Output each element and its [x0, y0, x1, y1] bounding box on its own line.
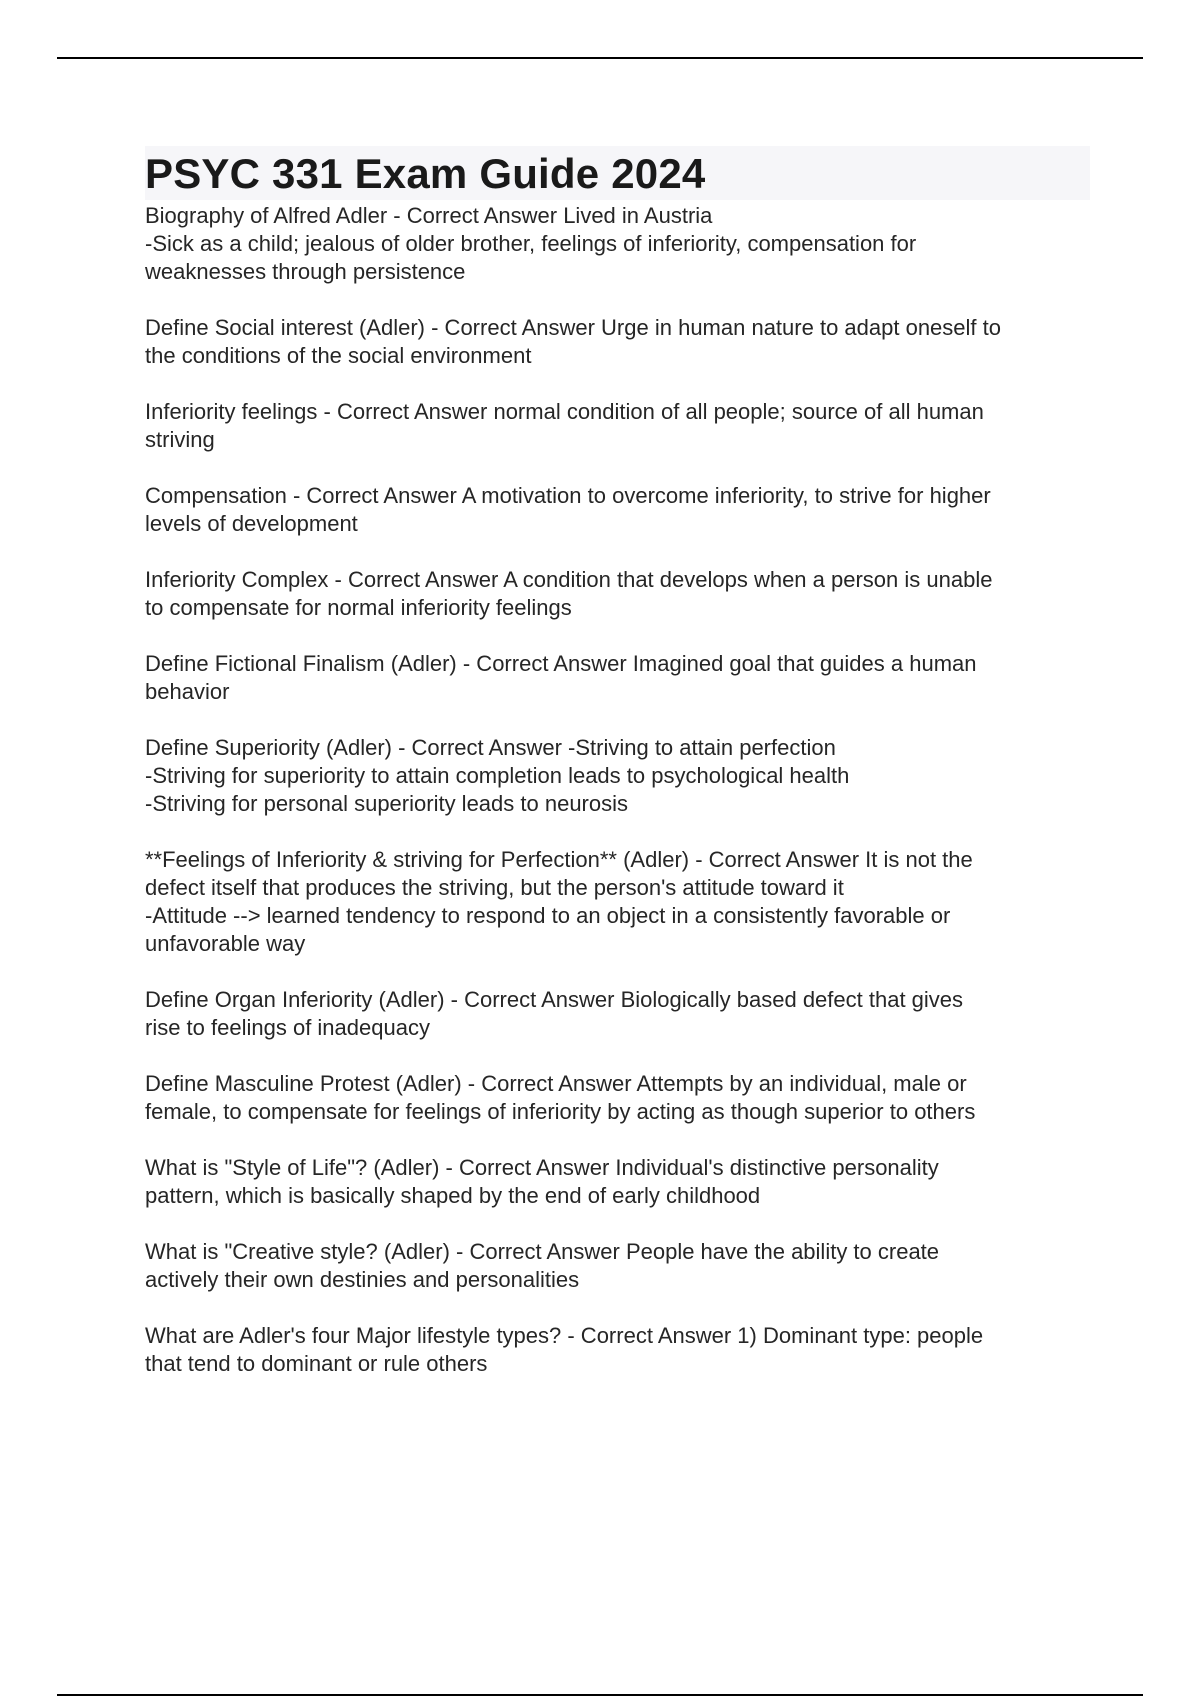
document-title: PSYC 331 Exam Guide 2024: [145, 146, 1090, 200]
qa-entry-line: Define Organ Inferiority (Adler) - Correct Answer Biologically based defect that gives: [145, 987, 964, 1012]
header-rule: [57, 57, 1143, 59]
qa-entry: [145, 314, 1090, 370]
qa-entry-line: **Feelings of Inferiority & striving for Perfection** (Adler) - Correct Answer It is not the: [145, 847, 973, 872]
qa-entry-line: rise to feelings of inadequacy: [145, 1015, 430, 1040]
qa-entry-line: striving: [145, 427, 215, 452]
qa-entry-line: unfavorable way: [145, 931, 306, 956]
qa-entry-line: Inferiority feelings - Correct Answer normal condition of all people; source of all human: [145, 399, 984, 424]
qa-entry-line: female, to compensate for feelings of inferiority by acting as though superior to others: [145, 1099, 976, 1124]
qa-entry-line: to compensate for normal inferiority feelings: [145, 595, 572, 620]
qa-entry: [145, 398, 1090, 454]
qa-entry-line: Define Fictional Finalism (Adler) - Correct Answer Imagined goal that guides a human: [145, 651, 977, 676]
qa-entry-line: Define Social interest (Adler) - Correct Answer Urge in human nature to adapt oneself to: [145, 315, 1001, 340]
qa-entry: [145, 846, 1090, 958]
qa-entry-line: Inferiority Complex - Correct Answer A condition that develops when a person is unable: [145, 567, 993, 592]
qa-entry: [145, 202, 1090, 286]
qa-entry: [145, 482, 1090, 538]
document-body: [145, 146, 1090, 1406]
qa-entries: [145, 202, 1090, 1378]
qa-entry: [145, 1154, 1090, 1210]
qa-entry-line: behavior: [145, 679, 230, 704]
qa-entry: [145, 986, 1090, 1042]
qa-entry-line: levels of development: [145, 511, 358, 536]
footer-rule: [57, 1694, 1143, 1696]
qa-entry-line: Define Superiority (Adler) - Correct Answer -Striving to attain perfection: [145, 735, 836, 760]
qa-entry-line: -Sick as a child; jealous of older brother, feelings of inferiority, compensation for: [145, 231, 917, 256]
qa-entry: [145, 1070, 1090, 1126]
qa-entry-line: defect itself that produces the striving, but the person's attitude toward it: [145, 875, 844, 900]
qa-entry-line: What are Adler's four Major lifestyle types? - Correct Answer 1) Dominant type: people: [145, 1323, 984, 1348]
qa-entry: [145, 1238, 1090, 1294]
qa-entry-line: Define Masculine Protest (Adler) - Correct Answer Attempts by an individual, male or: [145, 1071, 967, 1096]
qa-entry-line: -Attitude --> learned tendency to respond to an object in a consistently favorable or: [145, 903, 951, 928]
qa-entry: [145, 650, 1090, 706]
qa-entry-line: the conditions of the social environment: [145, 343, 532, 368]
qa-entry: [145, 734, 1090, 818]
qa-entry: [145, 566, 1090, 622]
qa-entry: [145, 1322, 1090, 1378]
qa-entry-line: pattern, which is basically shaped by the end of early childhood: [145, 1183, 761, 1208]
qa-entry-line: -Striving for superiority to attain completion leads to psychological health: [145, 763, 850, 788]
qa-entry-line: What is "Style of Life"? (Adler) - Correct Answer Individual's distinctive personality: [145, 1155, 939, 1180]
qa-entry-line: that tend to dominant or rule others: [145, 1351, 488, 1376]
qa-entry-line: -Striving for personal superiority leads to neurosis: [145, 791, 629, 816]
qa-entry-line: Compensation - Correct Answer A motivation to overcome inferiority, to strive for higher: [145, 483, 991, 508]
qa-entry-line: Biography of Alfred Adler - Correct Answer Lived in Austria: [145, 203, 713, 228]
qa-entry-line: What is "Creative style? (Adler) - Correct Answer People have the ability to create: [145, 1239, 940, 1264]
qa-entry-line: actively their own destinies and personalities: [145, 1267, 580, 1292]
qa-entry-line: weaknesses through persistence: [145, 259, 466, 284]
